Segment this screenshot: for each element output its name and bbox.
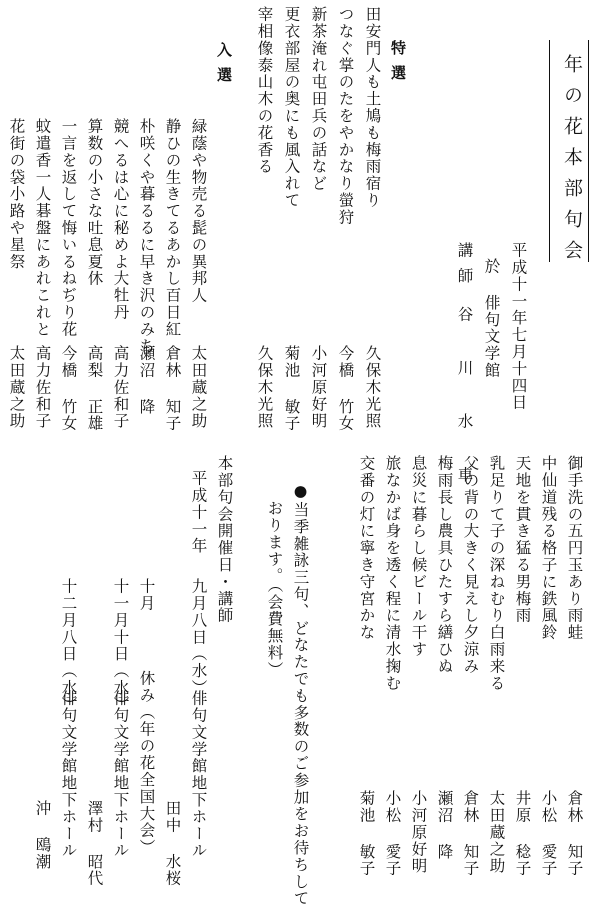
nyusen-author-8: 太田蔵之助 — [7, 345, 26, 430]
nyusen-label: 入選 — [215, 42, 233, 92]
nyusen-haiku-17: 交番の灯に寧き守宮かな — [357, 455, 376, 641]
nyusen-author-9: 倉林 知子 — [565, 790, 584, 877]
nyusen-haiku-15: 息災に暮らし候ビール干す — [409, 455, 428, 658]
schedule-venue-2: 休み（年の花全国大会） — [137, 670, 156, 856]
lecturer-label: 講師 — [455, 242, 474, 293]
tokusen-haiku-1: 田安門人も土鳩も梅雨宿り — [363, 6, 382, 209]
nyusen-author-5: 高梨 正雄 — [85, 345, 104, 432]
nyusen-haiku-11: 天地を貫き猛る男梅雨 — [513, 455, 532, 624]
notice-line-1: ●当季雑詠三句、どなたでも多数のご参加をお待ちして — [291, 482, 310, 907]
nyusen-author-7: 高力佐和子 — [33, 345, 52, 430]
schedule-heading: 本部句会開催日・講師 — [215, 455, 234, 624]
schedule-lecturer-4: 沖 鴎潮 — [33, 800, 52, 871]
nyusen-author-13: 倉林 知子 — [461, 790, 480, 877]
title-box — [549, 40, 589, 271]
page-title: 年の花本部句会 — [561, 54, 583, 271]
nyusen-haiku-1: 緑蔭や物売る髭の異邦人 — [189, 118, 208, 304]
lecturer-name: 谷 川 水 車 — [455, 306, 474, 492]
nyusen-author-10: 小松 愛子 — [539, 790, 558, 877]
schedule-lecturer-3: 澤村 昭代 — [85, 800, 104, 887]
nyusen-haiku-3: 朴咲くや暮るるに早き沢のみち — [137, 118, 156, 355]
tokusen-author-2: 今橋 竹女 — [336, 345, 355, 432]
schedule-lecturer-1: 田中 水桜 — [163, 800, 182, 887]
nyusen-author-1: 太田蔵之助 — [189, 345, 208, 430]
meeting-date: 平成十一年七月十四日 — [509, 242, 528, 411]
tokusen-haiku-4: 更衣部屋の奥にも風入れて — [282, 6, 301, 209]
schedule-date-3: 十一月十日（水） — [111, 578, 130, 714]
tokusen-haiku-2: つなぐ掌のたをやかなり螢狩 — [336, 6, 355, 226]
nyusen-author-12: 太田蔵之助 — [487, 790, 506, 875]
meeting-venue: 於 俳句文学館 — [482, 258, 501, 379]
nyusen-author-4: 高力佐和子 — [111, 345, 130, 430]
nyusen-haiku-8: 花街の袋小路や星祭 — [7, 118, 26, 271]
nyusen-haiku-9: 御手洗の五円玉あり雨蛙 — [565, 455, 584, 641]
tokusen-author-1: 久保木光照 — [363, 345, 382, 430]
nyusen-author-6: 今橋 竹女 — [59, 345, 78, 432]
schedule-venue-3: 俳句文学館地下ホール — [111, 690, 130, 859]
nyusen-author-2: 倉林 知子 — [163, 345, 182, 432]
nyusen-haiku-5: 算数の小さな吐息夏休 — [85, 118, 104, 287]
nyusen-haiku-13: 父の背の大きく見えし夕涼み — [461, 455, 480, 675]
nyusen-author-17: 菊池 敏子 — [357, 790, 376, 877]
tokusen-author-5: 久保木光照 — [255, 345, 274, 430]
schedule-date-4: 十二月八日（水） — [59, 578, 78, 714]
schedule-date-2: 十月 — [137, 578, 156, 612]
schedule-venue-4: 俳句文学館地下ホール — [59, 690, 78, 859]
nyusen-haiku-12: 乳足りて子の深ねむり白雨来る — [487, 455, 506, 692]
tokusen-haiku-3: 新茶淹れ屯田兵の話など — [309, 6, 328, 192]
schedule-date-1: 九月八日（水） — [189, 578, 208, 697]
schedule-year: 平成十一年 — [189, 470, 208, 555]
notice-line-2: おります。（会費無料） — [265, 500, 284, 679]
tokusen-author-4: 菊池 敏子 — [282, 345, 301, 432]
nyusen-haiku-4: 競へるは心に秘めよ大牡丹 — [111, 118, 130, 321]
tokusen-author-3: 小河原好明 — [309, 345, 328, 430]
nyusen-author-15: 小河原好明 — [409, 790, 428, 875]
nyusen-haiku-6: 一言を返して悔いるねぢり花 — [59, 118, 78, 338]
nyusen-author-11: 井原 稔子 — [513, 790, 532, 877]
nyusen-haiku-7: 蚊遣香一人碁盤にあれこれと — [33, 118, 52, 338]
nyusen-haiku-2: 静ひの生きてるあかし百日紅 — [163, 118, 182, 338]
nyusen-haiku-14: 梅雨長し農具ひたすら繕ひぬ — [435, 455, 454, 675]
nyusen-author-3: 瀬沼 降 — [137, 345, 156, 416]
tokusen-label: 特選 — [389, 40, 407, 90]
nyusen-haiku-16: 旅なかば身を透く程に清水掬む — [383, 455, 402, 692]
nyusen-haiku-10: 中仙道残る格子に鉄風鈴 — [539, 455, 558, 641]
nyusen-author-16: 小松 愛子 — [383, 790, 402, 877]
schedule-venue-1: 俳句文学館地下ホール — [189, 690, 208, 859]
tokusen-haiku-5: 宰相像泰山木の花香る — [255, 6, 274, 175]
nyusen-author-14: 瀬沼 降 — [435, 790, 454, 861]
